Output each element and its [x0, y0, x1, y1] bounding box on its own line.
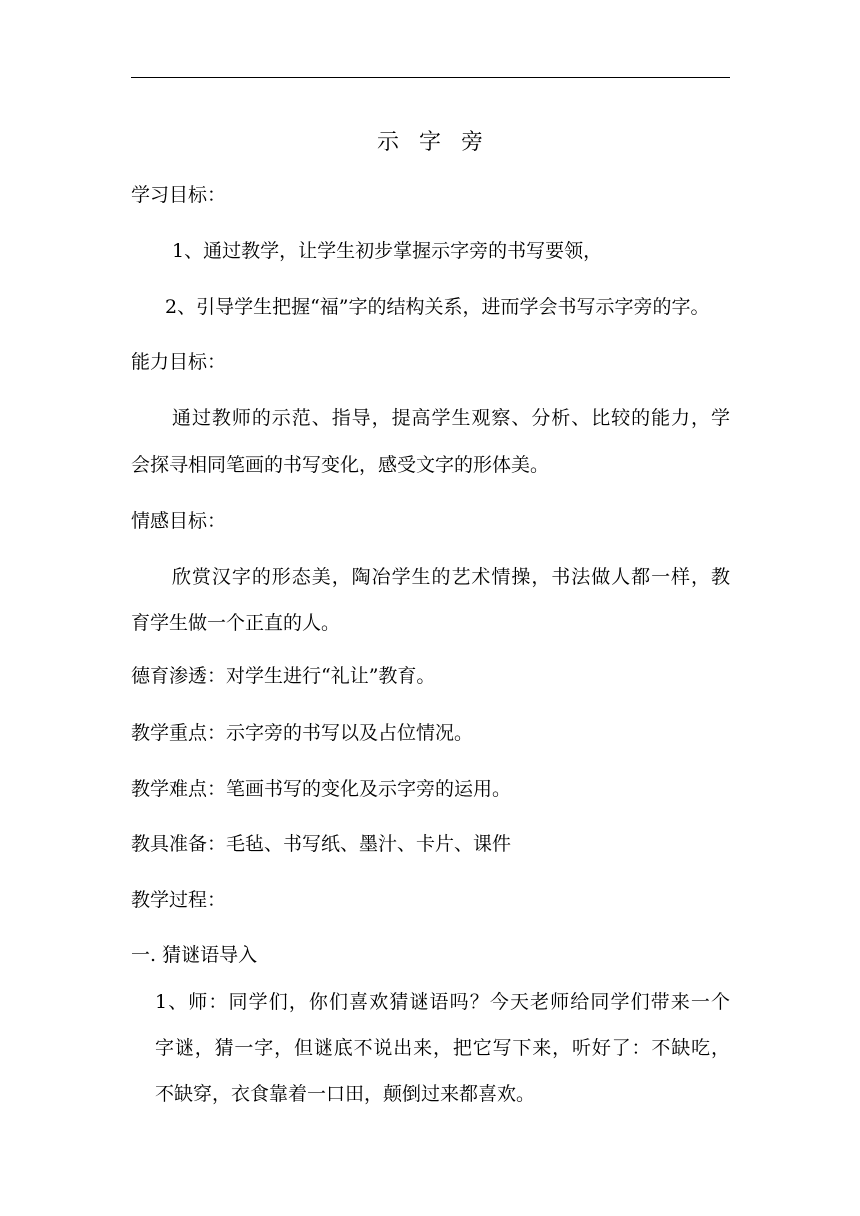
header-rule: [131, 77, 730, 78]
text-line: 欣赏汉字的形态美，陶冶学生的艺术情操，书法做人都一样，教: [172, 566, 730, 588]
text-line: 教具准备：毛毡、书写纸、墨汁、卡片、课件: [131, 833, 512, 855]
text-line: 教学难点：笔画书写的变化及示字旁的运用。: [131, 778, 512, 800]
text-line: 一. 猜谜语导入: [131, 944, 258, 966]
text-line: 字谜，猜一字，但谜底不说出来，把它写下来，听好了：不缺吃，: [155, 1037, 730, 1059]
text-line: 不缺穿，衣食靠着一口田，颠倒过来都喜欢。: [155, 1083, 536, 1105]
text-line: 会探寻相同笔画的书写变化，感受文字的形体美。: [131, 454, 550, 476]
text-line: 教学过程：: [131, 889, 227, 911]
text-line: 2、引导学生把握“福”字的结构关系，进而学会书写示字旁的字。: [165, 296, 710, 318]
text-line: 学习目标：: [131, 184, 227, 206]
text-line: 能力目标：: [131, 351, 227, 373]
page-title: 示字旁: [376, 130, 503, 155]
text-line: 教学重点：示字旁的书写以及占位情况。: [131, 722, 474, 744]
text-line: 1、师：同学们，你们喜欢猜谜语吗？今天老师给同学们带来一个: [155, 991, 730, 1013]
text-line: 1、通过教学，让学生初步掌握示字旁的书写要领，: [172, 240, 603, 262]
text-line: 育学生做一个正直的人。: [131, 612, 341, 634]
text-line: 德育渗透：对学生进行“礼让”教育。: [131, 665, 436, 687]
text-line: 通过教师的示范、指导，提高学生观察、分析、比较的能力，学: [172, 407, 730, 429]
text-line: 情感目标：: [131, 510, 227, 532]
